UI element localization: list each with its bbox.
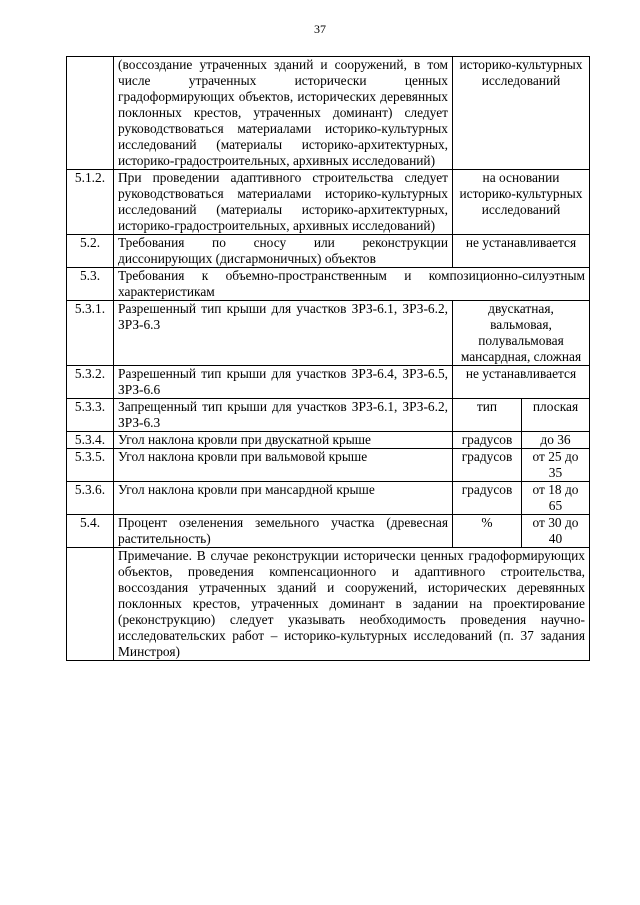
table-row — [67, 432, 590, 449]
requirement-value: от 30 до 40 — [522, 515, 590, 548]
table-row — [67, 449, 590, 482]
requirement-value: на основании историко-культурных исследований — [453, 170, 590, 235]
table-row — [67, 399, 590, 432]
row-number: 5.3.2. — [67, 366, 114, 399]
row-number: 5.2. — [67, 235, 114, 268]
page-number: 37 — [314, 22, 326, 36]
requirement-value: плоская — [522, 399, 590, 432]
requirement-value: не устанавливается — [453, 366, 590, 399]
requirements-table — [66, 56, 590, 661]
requirement-text: (воссоздание утраченных зданий и сооружений, в том числе утраченных исторически ценных градоформирующих объектов, исторических деревянных поклонных крестов, утраченных доминант) следует руководствоваться материалами историко-культурных исследований (материалы историко-архитектурных, историко-градостроительных, архивных исследований) — [114, 57, 453, 170]
requirement-text: Разрешенный тип крыши для участков ЗРЗ-6.1, ЗРЗ-6.2, ЗРЗ-6.3 — [114, 301, 453, 366]
requirement-unit: градусов — [453, 449, 522, 482]
table-row — [67, 482, 590, 515]
requirement-unit: % — [453, 515, 522, 548]
row-number: 5.3.3. — [67, 399, 114, 432]
requirement-text: Разрешенный тип крыши для участков ЗРЗ-6.4, ЗРЗ-6.5, ЗРЗ-6.6 — [114, 366, 453, 399]
row-number: 5.3.5. — [67, 449, 114, 482]
requirement-value: не устанавливается — [453, 235, 590, 268]
row-number: 5.4. — [67, 515, 114, 548]
requirement-text: Запрещенный тип крыши для участков ЗРЗ-6.1, ЗРЗ-6.2, ЗРЗ-6.3 — [114, 399, 453, 432]
row-number: 5.3.4. — [67, 432, 114, 449]
requirement-text: Угол наклона кровли при мансардной крыше — [114, 482, 453, 515]
requirement-text: При проведении адаптивного строительства следует руководствоваться материалами историко-культурных исследований (материалы историко-архитектурных, историко-градостроительных, архивных исследований) — [114, 170, 453, 235]
requirement-value: до 36 — [522, 432, 590, 449]
requirement-value: двускатная, вальмовая, полувальмовая мансардная, сложная — [453, 301, 590, 366]
requirement-text: Требования по сносу или реконструкции диссонирующих (дисгармоничных) объектов — [114, 235, 453, 268]
row-number: 5.3.1. — [67, 301, 114, 366]
row-number: 5.1.2. — [67, 170, 114, 235]
table-row — [67, 515, 590, 548]
section-heading: Требования к объемно-пространственным и композиционно-силуэтным характеристикам — [114, 268, 590, 301]
row-number — [67, 548, 114, 661]
table-row — [67, 301, 590, 366]
row-number: 5.3. — [67, 268, 114, 301]
requirement-value: от 18 до 65 — [522, 482, 590, 515]
row-number — [67, 57, 114, 170]
requirement-unit: градусов — [453, 432, 522, 449]
table-row — [67, 57, 590, 170]
row-number: 5.3.6. — [67, 482, 114, 515]
requirement-unit: градусов — [453, 482, 522, 515]
table-row — [67, 268, 590, 301]
table-row — [67, 548, 590, 661]
requirement-unit: тип — [453, 399, 522, 432]
requirement-text: Угол наклона кровли при двускатной крыше — [114, 432, 453, 449]
requirement-value: от 25 до 35 — [522, 449, 590, 482]
requirement-text: Угол наклона кровли при вальмовой крыше — [114, 449, 453, 482]
table-row — [67, 235, 590, 268]
table-row — [67, 366, 590, 399]
requirement-text: Процент озеленения земельного участка (древесная растительность) — [114, 515, 453, 548]
note-text: Примечание. В случае реконструкции исторически ценных градоформирующих объектов, проведения компенсационного и адаптивного строительства, воссоздания утраченных зданий и сооружений, исторических деревянных поклонных крестов, утраченных доминант в задании на проектирование (реконструкцию) следует указывать необходимость проведения научно-исследовательских работ – историко-культурных исследований (п. 37 задания Минстроя) — [114, 548, 590, 661]
requirement-value: историко-культурных исследований — [453, 57, 590, 170]
table-row — [67, 170, 590, 235]
